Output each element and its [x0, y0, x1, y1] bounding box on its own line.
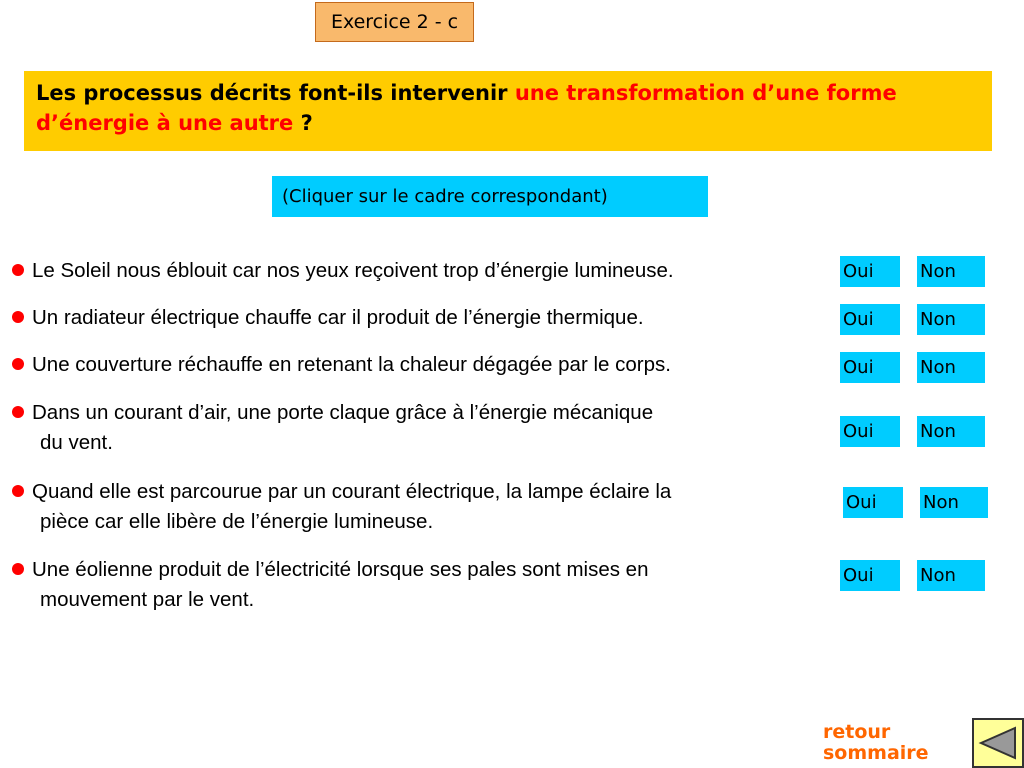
statement-text: Un radiateur électrique chauffe car il produit de l’énergie thermique.: [32, 306, 644, 329]
bullet-icon: [12, 485, 24, 497]
non-button-4[interactable]: Non: [917, 416, 985, 447]
non-button-2[interactable]: Non: [917, 304, 985, 335]
return-summary-link[interactable]: [823, 722, 933, 764]
statement-3: [12, 350, 842, 380]
non-button-1[interactable]: Non: [917, 256, 985, 287]
exercise-title: Exercice 2 - c: [315, 2, 474, 42]
instruction-hint: (Cliquer sur le cadre correspondant): [272, 176, 708, 217]
oui-button-3[interactable]: Oui: [840, 352, 900, 383]
statement-continuation: pièce car elle libère de l’énergie lumineuse.: [40, 510, 434, 533]
return-link-line2: sommaire: [823, 742, 929, 764]
statement-text: Dans un courant d’air, une porte claque grâce à l’énergie mécanique: [32, 401, 654, 424]
bullet-icon: [12, 563, 24, 575]
statement-text: Une éolienne produit de l’électricité lorsque ses pales sont mises en: [32, 558, 649, 581]
statement-continuation: du vent.: [40, 431, 113, 454]
oui-button-2[interactable]: Oui: [840, 304, 900, 335]
statement-5: [12, 477, 842, 537]
non-button-6[interactable]: Non: [917, 560, 985, 591]
question-highlight: une transformation d’une forme d’énergie à une autre: [36, 81, 897, 135]
statement-1: [12, 256, 842, 286]
question-text: Les processus décrits font-ils intervenir: [36, 81, 515, 105]
statement-text: Une couverture réchauffe en retenant la chaleur dégagée par le corps.: [32, 353, 671, 376]
oui-button-4[interactable]: Oui: [840, 416, 900, 447]
statement-text: Quand elle est parcourue par un courant électrique, la lampe éclaire la: [32, 480, 672, 503]
statement-continuation: mouvement par le vent.: [40, 588, 255, 611]
statement-4: [12, 398, 842, 458]
oui-button-5[interactable]: Oui: [843, 487, 903, 518]
statement-6: [12, 555, 842, 615]
back-triangle-icon: [977, 725, 1019, 761]
bullet-icon: [12, 406, 24, 418]
oui-button-6[interactable]: Oui: [840, 560, 900, 591]
non-button-5[interactable]: Non: [920, 487, 988, 518]
return-link-line1: retour: [823, 721, 891, 743]
question-banner: [24, 71, 992, 151]
statement-2: [12, 303, 842, 333]
bullet-icon: [12, 264, 24, 276]
bullet-icon: [12, 311, 24, 323]
non-button-3[interactable]: Non: [917, 352, 985, 383]
oui-button-1[interactable]: Oui: [840, 256, 900, 287]
question-mark: ?: [293, 111, 313, 135]
bullet-icon: [12, 358, 24, 370]
back-button[interactable]: [972, 718, 1024, 768]
statement-text: Le Soleil nous éblouit car nos yeux reçoivent trop d’énergie lumineuse.: [32, 259, 674, 282]
